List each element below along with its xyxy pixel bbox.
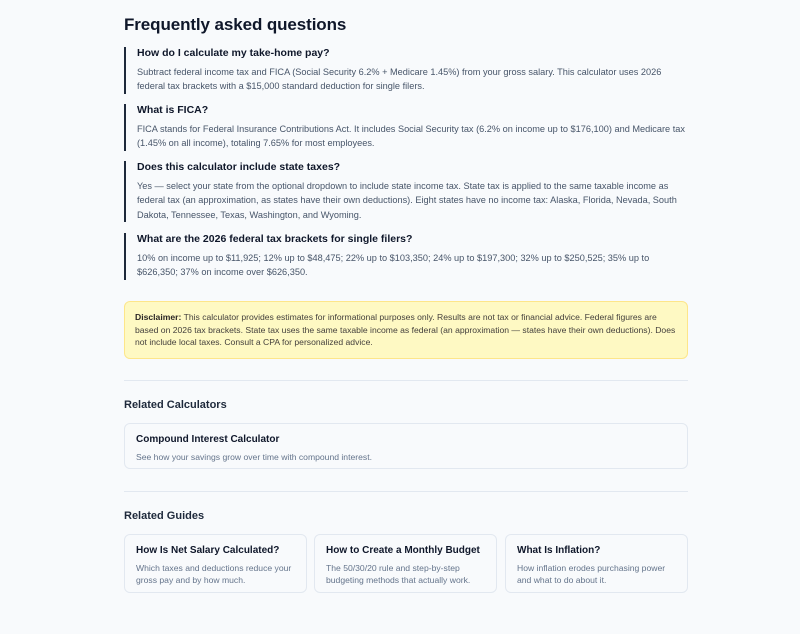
card-description: See how your savings grow over time with compound interest. — [136, 452, 372, 462]
divider — [124, 491, 688, 492]
faq-answer: Subtract federal income tax and FICA (Social Security 6.2% + Medicare 1.45%) from your gross salary. This calculator uses 2026 federal tax brackets with a $15,000 standard deduction for single filers. — [137, 67, 662, 92]
calculator-card-compound-interest[interactable] — [124, 423, 688, 469]
faq-question: How do I calculate my take-home pay? — [137, 47, 330, 59]
guide-card-net-salary[interactable] — [124, 534, 307, 593]
card-description: How inflation erodes purchasing power and what to do about it. — [517, 563, 666, 585]
guide-card-monthly-budget[interactable] — [314, 534, 497, 593]
faq-item — [124, 233, 688, 280]
faq-question: What are the 2026 federal tax brackets for single filers? — [137, 233, 413, 245]
card-title: Compound Interest Calculator — [136, 434, 280, 445]
related-calculators-heading: Related Calculators — [124, 399, 227, 411]
related-guides-heading: Related Guides — [124, 510, 205, 522]
card-title: How to Create a Monthly Budget — [326, 545, 480, 556]
guide-card-inflation[interactable] — [505, 534, 688, 593]
faq-answer: 10% on income up to $11,925; 12% up to $48,475; 22% up to $103,350; 24% up to $197,300; 32% up to $250,525; 35% up to $626,350; 37% on income over $626,350. — [137, 253, 650, 278]
disclaimer-label: Disclaimer: — [135, 312, 182, 322]
faq-item — [124, 104, 688, 151]
faq-answer: FICA stands for Federal Insurance Contributions Act. It includes Social Security tax (6.2% on income up to $176,100) and Medicare tax (1.45% on all income), totaling 7.65% for most employees. — [137, 124, 685, 149]
card-description: Which taxes and deductions reduce your gross pay and by how much. — [136, 563, 292, 585]
faq-item — [124, 47, 688, 94]
faq-item — [124, 161, 688, 222]
divider — [124, 380, 688, 381]
faq-question: What is FICA? — [137, 104, 209, 116]
faq-answer: Yes — select your state from the optional dropdown to include state income tax. State tax is applied to the same taxable income as federal tax (an approximation, as states have their own deductions). Eight states have no income tax: Alaska, Florida, Nevada, South Dakota, Tennessee, Texas, Washington, and Wyoming. — [137, 181, 677, 220]
disclaimer-box — [124, 301, 688, 359]
faq-question: Does this calculator include state taxes? — [137, 161, 341, 173]
card-title: How Is Net Salary Calculated? — [136, 545, 280, 556]
card-description: The 50/30/20 rule and step-by-step budgeting methods that actually work. — [326, 563, 471, 585]
card-title: What Is Inflation? — [517, 545, 601, 556]
disclaimer-text: This calculator provides estimates for informational purposes only. Results are not tax or financial advice. Federal figures are based on 2026 tax brackets. State tax uses the same taxable income as federal (an approximation — states have their own deductions). Does not include local taxes. Consult a CPA for personalized advice. — [135, 312, 676, 348]
faq-heading: Frequently asked questions — [124, 15, 347, 34]
